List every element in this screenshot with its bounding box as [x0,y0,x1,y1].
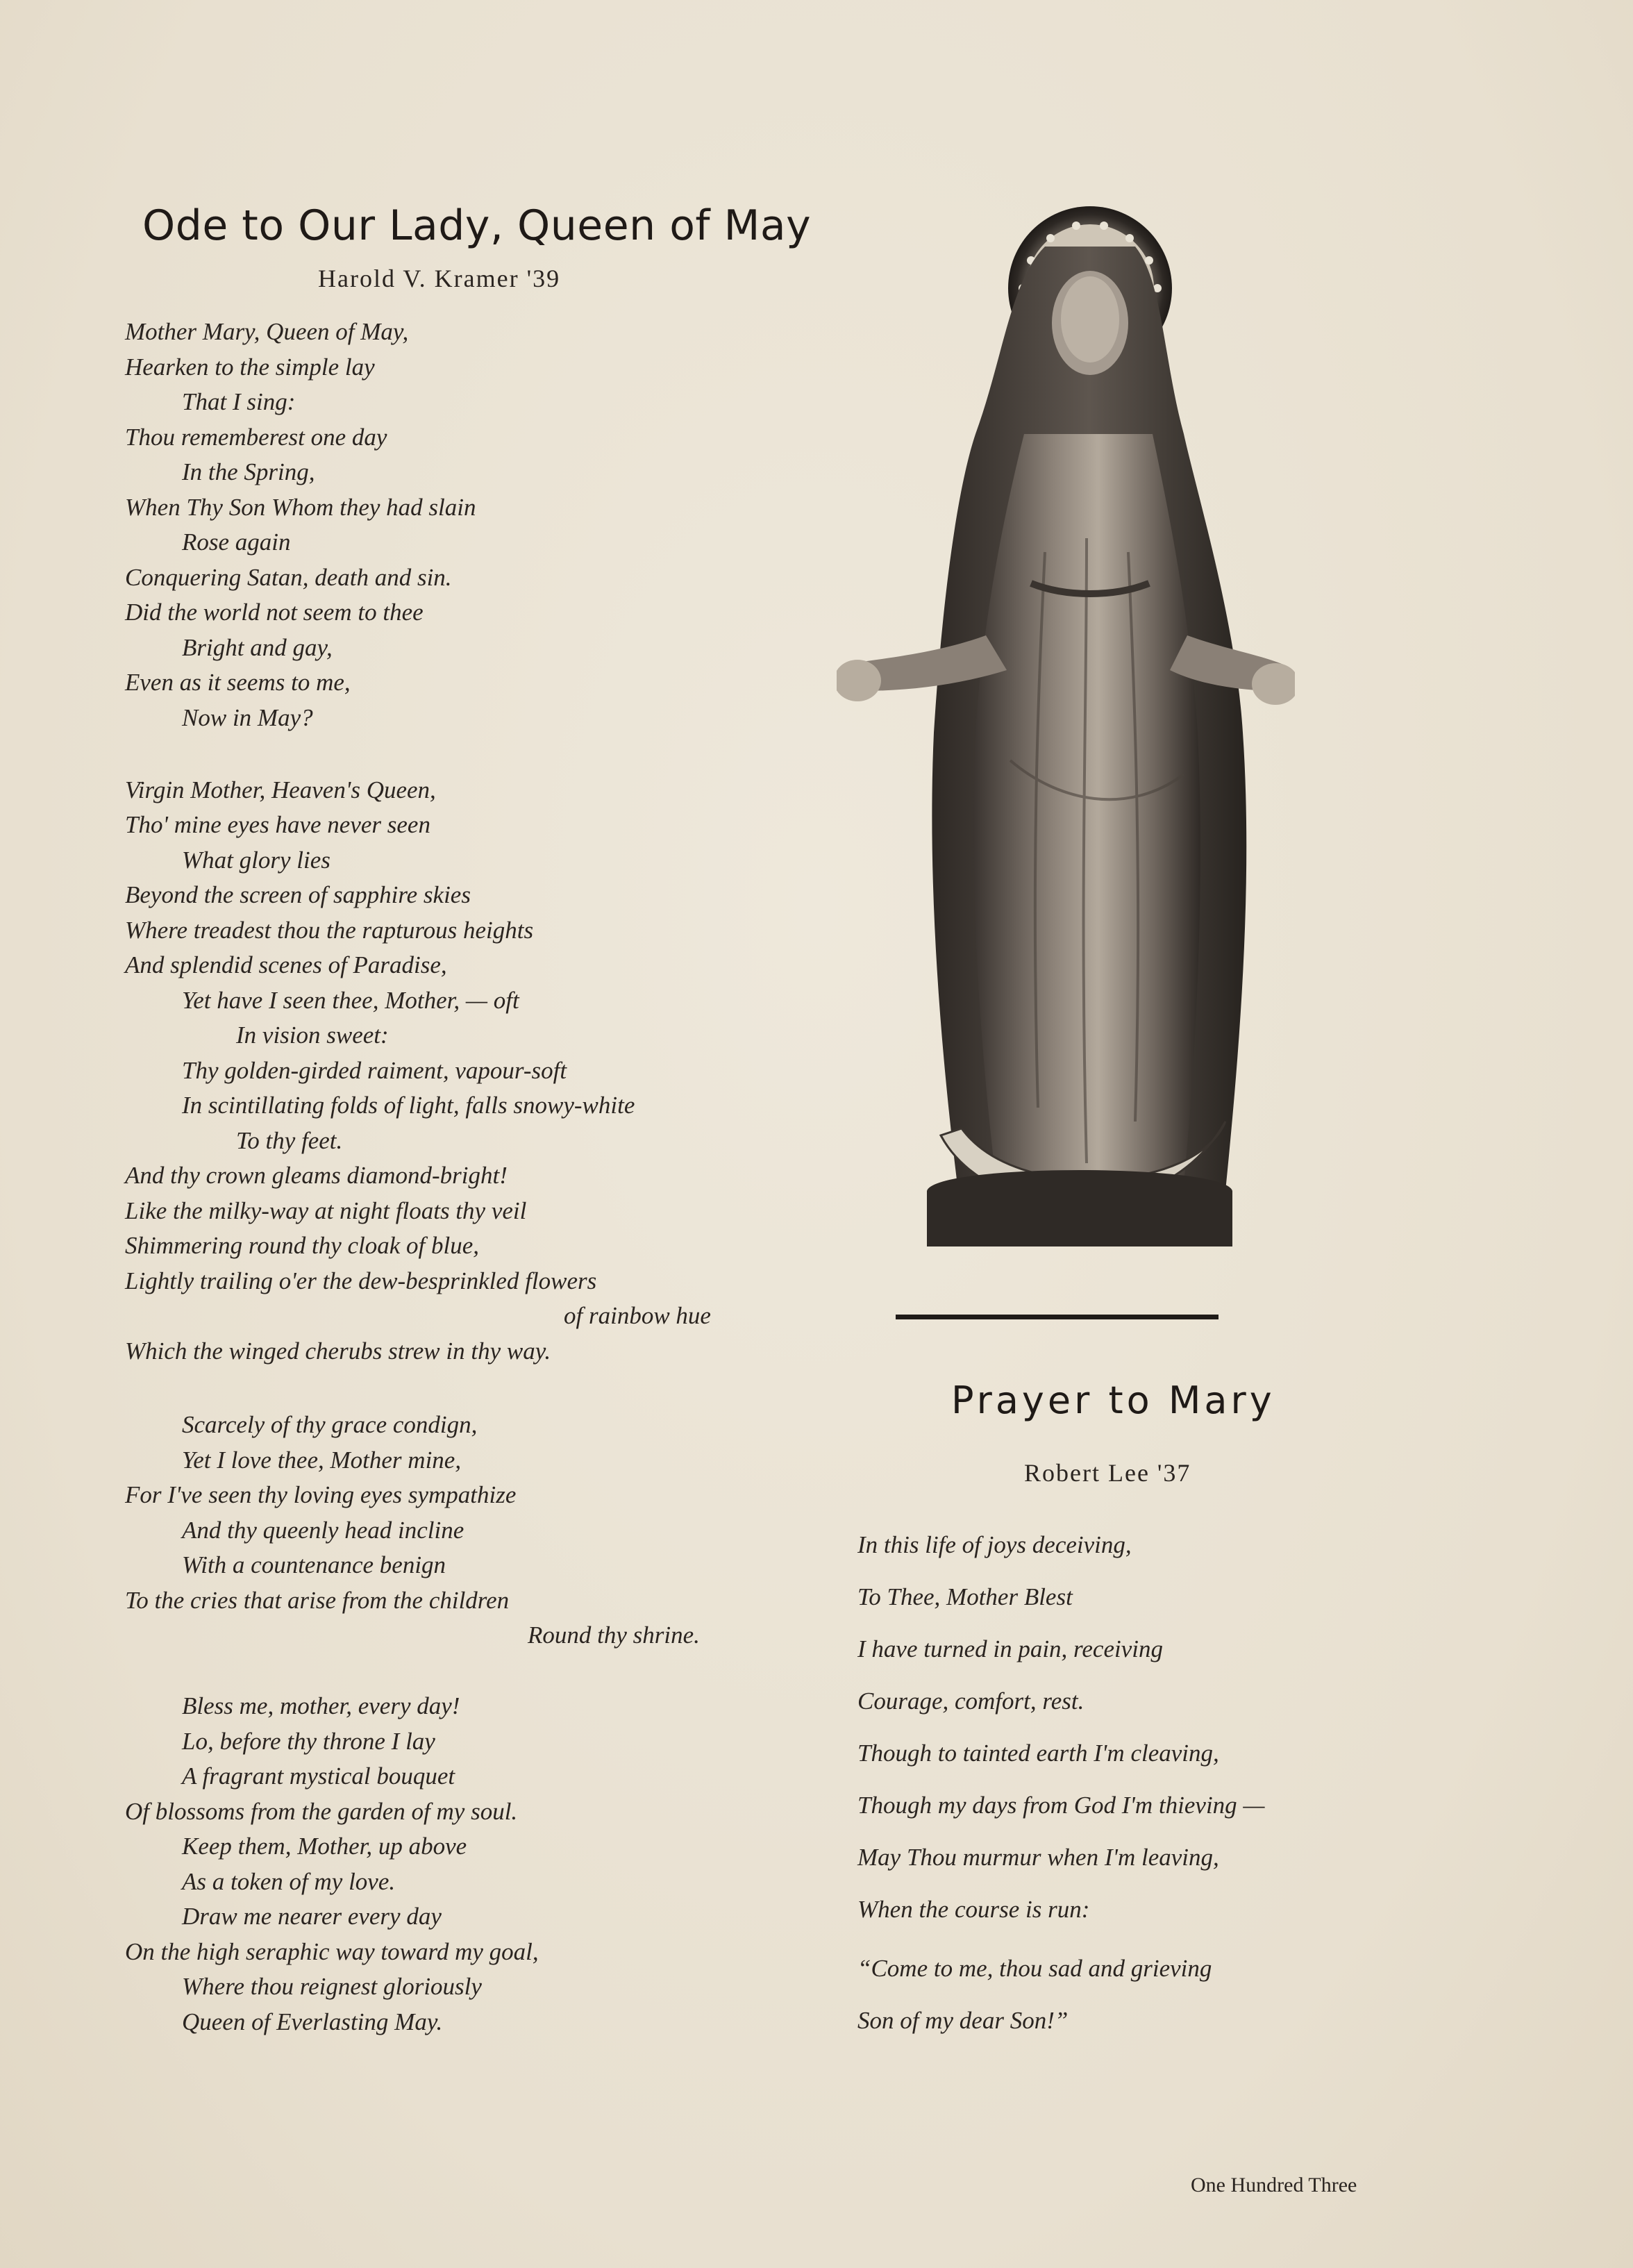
poem-line: Courage, comfort, rest. [857,1687,1085,1715]
poem-line: Round thy shrine. [528,1621,700,1649]
statue-image [837,205,1295,1319]
poem-line: Where treadest thou the rapturous heights [125,917,534,944]
poem-line: Beyond the screen of sapphire skies [125,881,471,908]
poem-line: “Come to me, thou sad and grieving [857,1955,1212,1982]
poem-line: Mother Mary, Queen of May, [125,318,409,345]
poem-line: Lo, before thy throne I lay [182,1728,435,1755]
poem-line: Though to tainted earth I'm cleaving, [857,1740,1219,1767]
poem-line: Now in May? [182,704,313,731]
poem-line: With a countenance benign [182,1551,446,1578]
ode-title: Ode to Our Lady, Queen of May [142,201,812,250]
poem-line: Where thou reignest gloriously [182,1973,482,2000]
poem-line: Virgin Mother, Heaven's Queen, [125,776,436,803]
poem-line: Though my days from God I'm thieving — [857,1792,1265,1819]
poem-line: Hearken to the simple lay [125,353,375,381]
poem-line: Even as it seems to me, [125,669,351,696]
poem-line: As a token of my love. [182,1868,396,1895]
poem-line: Which the winged cherubs strew in thy way. [125,1337,551,1365]
poem-line: Scarcely of thy grace condign, [182,1411,478,1438]
poem-line: Bless me, mother, every day! [182,1692,460,1719]
ode-author: Harold V. Kramer '39 [318,265,561,292]
poem-line: Son of my dear Son!” [857,2007,1069,2034]
poem-line: And splendid scenes of Paradise, [125,951,447,978]
poem-line: In this life of joys deceiving, [857,1531,1132,1558]
poem-line: Of blossoms from the garden of my soul. [125,1798,518,1825]
poem-line: Keep them, Mother, up above [182,1833,467,1860]
poem-line: Tho' mine eyes have never seen [125,811,430,838]
poem-line: Yet have I seen thee, Mother, — oft [182,987,519,1014]
poem-line: Yet I love thee, Mother mine, [182,1446,462,1474]
poem-line: Rose again [182,528,291,556]
poem-line: Shimmering round thy cloak of blue, [125,1232,480,1259]
page-number: One Hundred Three [1191,2174,1357,2196]
poem-line: Like the milky-way at night floats thy veil [125,1197,527,1224]
poem-line: of rainbow hue [564,1302,711,1329]
prayer-author: Robert Lee '37 [1024,1459,1191,1487]
poem-line: Lightly trailing o'er the dew-besprinkled flowers [125,1267,597,1294]
poem-line: In vision sweet: [236,1022,389,1049]
poem-line: May Thou murmur when I'm leaving, [857,1844,1219,1871]
poem-line: That I sing: [182,388,296,415]
poem-line: I have turned in pain, receiving [857,1635,1163,1662]
poem-line: To thy feet. [236,1127,343,1154]
poem-line: On the high seraphic way toward my goal, [125,1938,539,1965]
poem-line: Draw me nearer every day [182,1903,442,1930]
poem-line: Did the world not seem to thee [125,599,424,626]
prayer-title: Prayer to Mary [951,1378,1275,1422]
poem-line: When the course is run: [857,1896,1090,1923]
poem-line: To Thee, Mother Blest [857,1583,1073,1610]
poem-line: To the cries that arise from the children [125,1587,510,1614]
poem-line: In scintillating folds of light, falls snowy-white [182,1092,635,1119]
poem-line: In the Spring, [182,458,315,485]
poem-line: And thy queenly head incline [182,1517,464,1544]
poem-line: For I've seen thy loving eyes sympathize [125,1481,517,1508]
poem-line: When Thy Son Whom they had slain [125,494,476,521]
poem-line: What glory lies [182,847,330,874]
poem-line: Thou rememberest one day [125,424,387,451]
poem-line: Bright and gay, [182,634,333,661]
poem-line: A fragrant mystical bouquet [182,1762,455,1790]
poem-line: Conquering Satan, death and sin. [125,564,452,591]
poem-line: And thy crown gleams diamond-bright! [125,1162,508,1189]
poem-line: Queen of Everlasting May. [182,2008,443,2035]
poem-line: Thy golden-girded raiment, vapour-soft [182,1057,567,1084]
